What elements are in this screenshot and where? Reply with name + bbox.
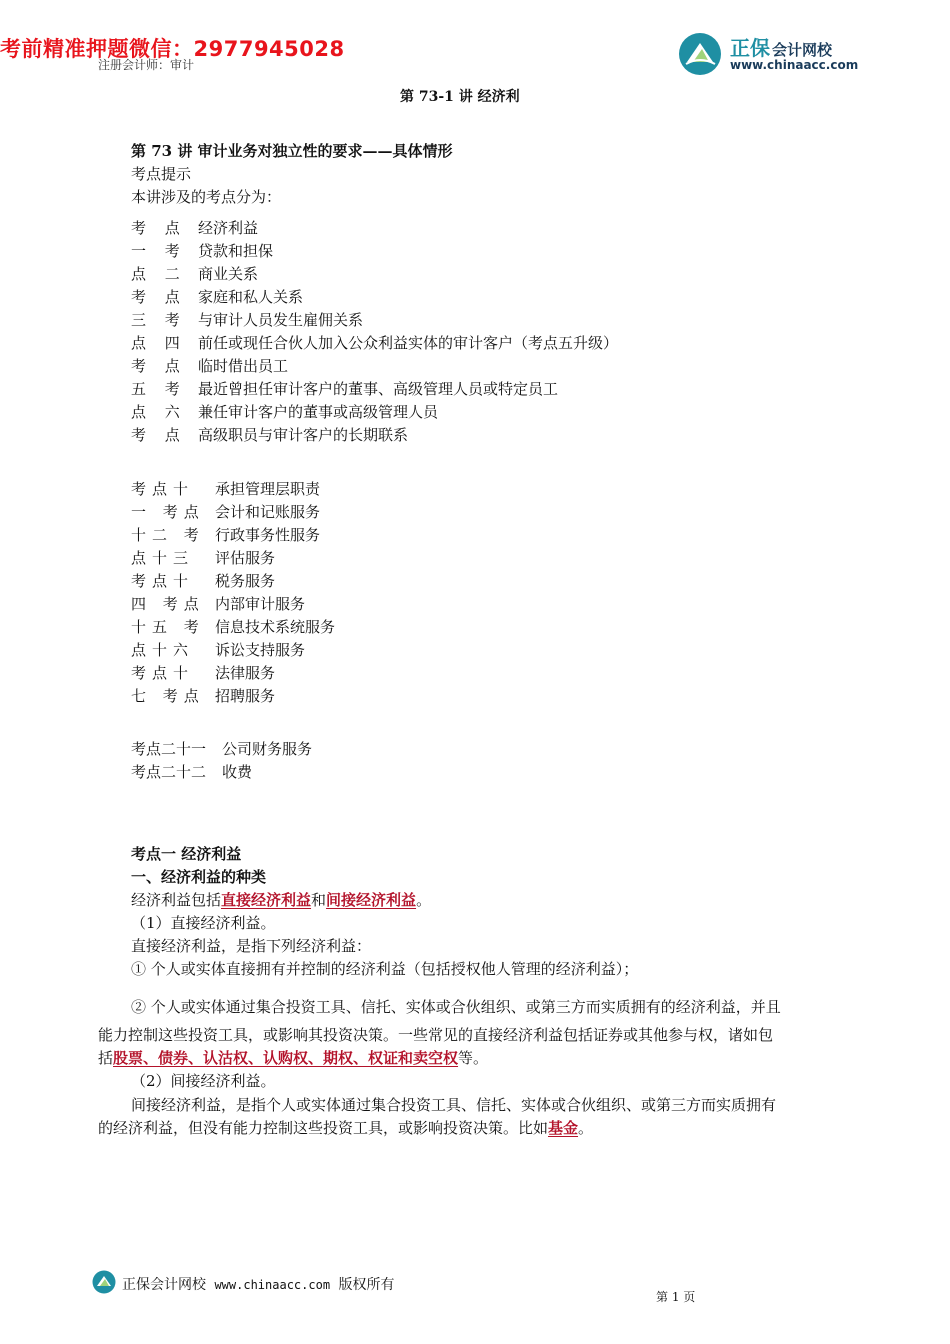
- section-subheading: 一、经济利益的种类: [131, 868, 267, 886]
- page-number: 第 1 页: [656, 1290, 696, 1304]
- hint-label: 考点提示: [131, 165, 192, 183]
- lecture-title: 第 73 讲 审计业务对独立性的要求——具体情形: [131, 142, 453, 160]
- paragraph: 间接经济利益，是指个人或实体通过集合投资工具、信托、实体或合伙组织、或第三方而实质拥有: [131, 1096, 777, 1114]
- bullet-clipped: ② 个人或实体通过集合投资工具、信托、实体或合伙组织、或第三方而实质拥有的经济利益，并且: [131, 998, 781, 1016]
- clipped-top-text: 注册会计师：审计: [98, 58, 195, 72]
- term-link[interactable]: 股票、债券、认沽权、认购权、期权、权证和卖空权: [113, 1049, 459, 1067]
- list-item: 考点二十一 公司财务服务: [131, 740, 313, 758]
- term-link[interactable]: 直接经济利益: [221, 891, 312, 909]
- footer-copyright: 正保会计网校 www.chinaacc.com 版权所有: [122, 1277, 395, 1293]
- promo-banner: 考前精准押题微信：2977945028: [0, 37, 345, 61]
- topics-intro: 本讲涉及的考点分为：: [131, 188, 282, 206]
- logo-emblem-icon: [678, 32, 722, 76]
- definition: 直接经济利益，是指下列经济利益：: [131, 937, 372, 955]
- clipped-page-header: 第 73-1 讲 经济利: [400, 89, 520, 105]
- paragraph: 的经济利益，但没有能力控制这些投资工具，或影响投资决策。比如基金。: [98, 1119, 594, 1137]
- paragraph: 括股票、债券、认沽权、认购权、期权、权证和卖空权等。: [98, 1049, 489, 1067]
- section-heading: 考点一 经济利益: [131, 845, 242, 863]
- footer-logo-icon: [92, 1270, 116, 1294]
- item-heading: （1）直接经济利益。: [131, 914, 276, 932]
- paragraph: 能力控制这些投资工具，或影响其投资决策。一些常见的直接经济利益包括证券或其他参与权，诸如包: [98, 1026, 774, 1044]
- brand-logo[interactable]: [678, 28, 878, 78]
- term-link[interactable]: 基金: [548, 1119, 579, 1137]
- item-heading: （2）间接经济利益。: [131, 1072, 276, 1090]
- logo-name: 正保 会计网校: [730, 36, 833, 60]
- term-link[interactable]: 间接经济利益: [326, 891, 417, 909]
- list-item: 考点二十二 收费: [131, 763, 253, 781]
- paragraph: 经济利益包括直接经济利益和间接经济利益。: [131, 891, 432, 909]
- logo-url: www.chinaacc.com: [730, 58, 859, 72]
- bullet: ① 个人或实体直接拥有并控制的经济利益（包括授权他人管理的经济利益）；: [131, 960, 639, 978]
